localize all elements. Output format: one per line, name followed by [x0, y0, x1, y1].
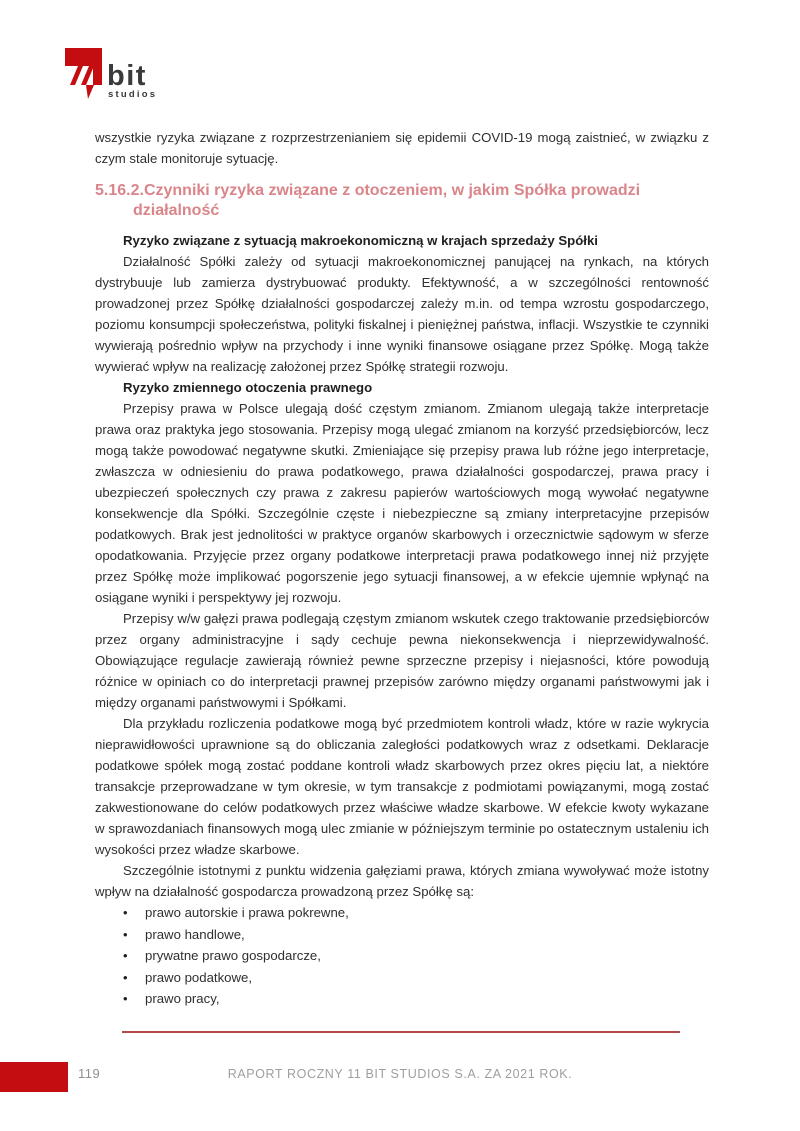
bullet-dot-icon: • [123, 991, 128, 1006]
eleven-mark-icon [65, 48, 102, 99]
list-item-label: prawo handlowe, [145, 926, 245, 942]
list-item-label: prywatne prawo gospodarcze, [145, 948, 321, 963]
legal-areas-list [95, 902, 709, 1010]
subsection-heading-legal: Ryzyko zmiennego otoczenia prawnego [123, 380, 373, 395]
lead-in-paragraph: Szczególnie istotnymi z punktu widzenia gałęziami prawa, których zmiana wywoływać może istotny wpływ na działalność gospodarcza prowadzoną przez Spółkę są: [95, 863, 709, 899]
company-logo [64, 44, 204, 106]
list-item [95, 967, 709, 989]
footer-report-title: RAPORT ROCZNY 11 BIT STUDIOS S.A. ZA 2021 ROK. [227, 1067, 573, 1081]
section-heading [95, 181, 709, 221]
list-item-label: prawo podatkowe, [145, 969, 253, 985]
paragraph-macro: Działalność Spółki zależy od sytuacji makroekonomicznej panującej na rynkach, na których dystrybuuje lub zamierza dystrybuować produkty. Efektywność, a w szczególności rentowność prowadzonej przez Spółkę działalności gospodarczej zależy m.in. od tempa wzrostu gospodarczego, poziomu konsumpcji społeczeństwa, polityki fiskalnej i pieniężnej państwa, inflacji. Wszystkie te czynniki wywierają pośrednio wpływ na przychody i inne wyniki finansowe osiągane przez Spółkę. Mogą także wywierać wpływ na realizację założonej przez Spółkę strategii rozwoju. [95, 254, 709, 374]
paragraph-legal-1: Przepisy prawa w Polsce ulegają dość częstym zmianom. Zmianom ulegają także interpretacje prawa oraz praktyka jego stosowania. Przepisy mogą ulegać zmianom na korzyść przedsiębiorców, lecz mogą także powodować negatywne skutki. Zmieniające się przepisy prawa lub różne jego interpretacje, zwłaszcza w odniesieniu do prawa podatkowego, prawa działalności gospodarczej, prawa pracy i ubezpieczeń społecznych czy prawa z zakresu papierów wartościowych mogą wywołać negatywne konsekwencje dla Spółki. Szczególnie częste i niebezpieczne są zmiany interpretacyjne przepisów podatkowych. Brak jest jednolitości w praktyce organów skarbowych i orzecznictwie sądowym w sferze opodatkowania. Przyjęcie przez organy podatkowe interpretacji prawa podatkowego innej niż przyjęte przez Spółkę może implikować pogorszenie jego sytuacji finansowej, a w efekcie ujemnie wpłynąć na osiągane wyniki i perspektywy jej rozwoju. [95, 401, 709, 605]
bullet-dot-icon: • [123, 948, 128, 963]
content-column [95, 127, 709, 1010]
section-number: 5.16.2. [95, 182, 144, 199]
bullet-dot-icon: • [123, 905, 128, 920]
list-item [95, 988, 709, 1010]
list-item-label: prawo pracy, [145, 991, 220, 1006]
footer-divider [122, 1031, 680, 1033]
logo-text-bit: bit [107, 60, 147, 92]
bullet-dot-icon: • [123, 926, 128, 942]
paragraph-legal-2: Przepisy w/w gałęzi prawa podlegają częstym zmianom wskutek czego traktowanie przedsiębiorców przez organy administracyjne i sądy cechuje pewna niekonsekwencja i nieprzewidywalność. Obowiązujące regulacje zawierają również pewne sprzeczne przepisy i niejasności, które powodują różnice w opiniach co do interpretacji prawnej przepisów zarówno między organami państwowymi jak i między organami państwowymi i Spółkami. [95, 611, 709, 710]
paragraph-legal-3: Dla przykładu rozliczenia podatkowe mogą być przedmiotem kontroli władz, które w razie wykrycia nieprawidłowości uprawnione są do obliczania zaległości podatkowych wraz z odsetkami. Deklaracje podatkowe spółek mogą zostać poddane kontroli władz skarbowych przez okres pięciu lat, a niektóre transakcje przeprowadzane w tym okresie, w tym transakcje z podmiotami powiązanymi, mogą zostać zakwestionowane do celów podatkowych przez właściwe władze skarbowe. W efekcie kwoty wykazane w sprawozdaniach finansowych mogą ulec zmianie w późniejszym terminie po ostatecznym ustaleniu ich wysokości przez władze skarbowe. [95, 716, 709, 857]
list-item [95, 902, 709, 924]
list-item-label: prawo autorskie i prawa pokrewne, [145, 905, 349, 920]
bullet-dot-icon: • [123, 969, 128, 985]
section-title: Czynniki ryzyka związane z otoczeniem, w jakim Spółka prowadzi działalność [133, 182, 641, 219]
logo-text-studios: studios [108, 89, 158, 100]
list-item [95, 924, 709, 946]
intro-paragraph: wszystkie ryzyka związane z rozprzestrzenianiem się epidemii COVID-19 mogą zaistnieć, w związku z czym stale monitoruje sytuację. [95, 130, 709, 166]
page-number: 119 [78, 1066, 101, 1081]
list-item [95, 945, 709, 967]
subsection-heading-macro: Ryzyko związane z sytuacją makroekonomiczną w krajach sprzedaży Spółki [123, 233, 598, 248]
